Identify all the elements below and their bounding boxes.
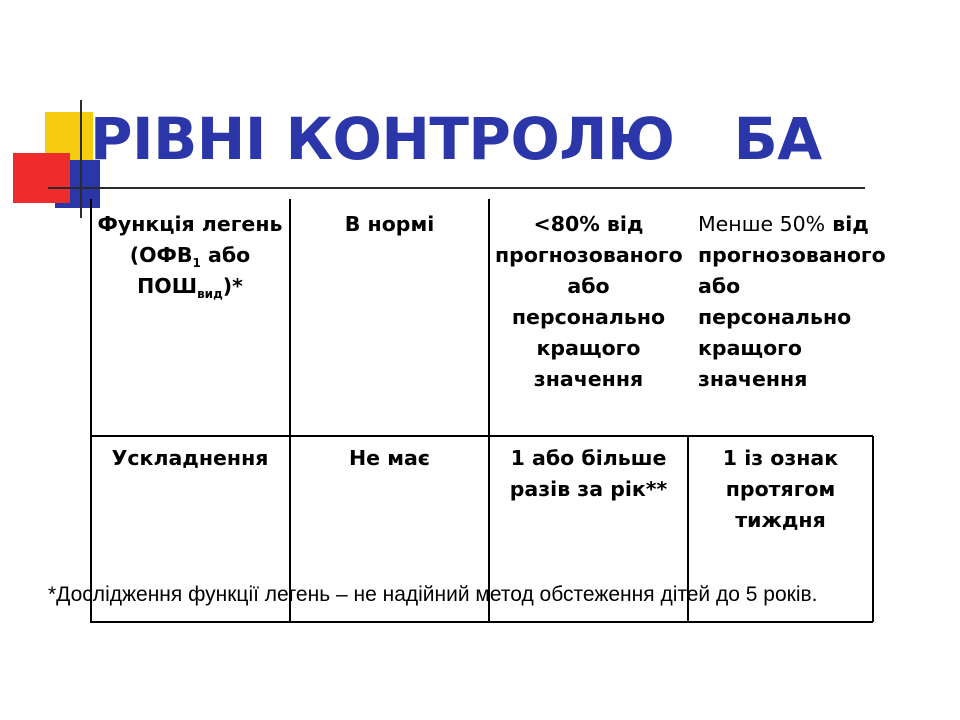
table-cell-under-50 (688, 209, 886, 395)
table-cell-under-50-rest: від прогнозованого або персонально кращого значення (698, 212, 886, 391)
slide-title: РІВНІ КОНТРОЛЮ БА (90, 105, 822, 173)
table-cell-none: Не має (349, 446, 430, 470)
table-cell-normal: В нормі (344, 212, 435, 236)
table-cell-lung-function: Функція легень ($ОФВ_1$ або $ПОШ_{вид})*$ (97, 212, 283, 302)
decor-vertical-line (80, 100, 82, 218)
decor-horizontal-line (48, 187, 865, 189)
table-border-bottom (90, 621, 873, 623)
table-cell-exacerbation: Ускладнення (111, 446, 269, 470)
decor-red-square (13, 153, 70, 203)
table-cell-under-80: <80% від прогнозованого або персонально кращого значення (495, 212, 683, 391)
table-border-row (90, 435, 873, 437)
table-cell-once-or-more: 1 або більше разів за рік** (509, 446, 668, 501)
table-cell-under-50-lead: Менше 50% (698, 212, 826, 236)
footnote: *Дослідження функції легень – не надійний метод обстеження дітей до 5 років. (48, 583, 818, 606)
table-cell-weekly: 1 із ознак протягом тиждня (722, 446, 839, 532)
